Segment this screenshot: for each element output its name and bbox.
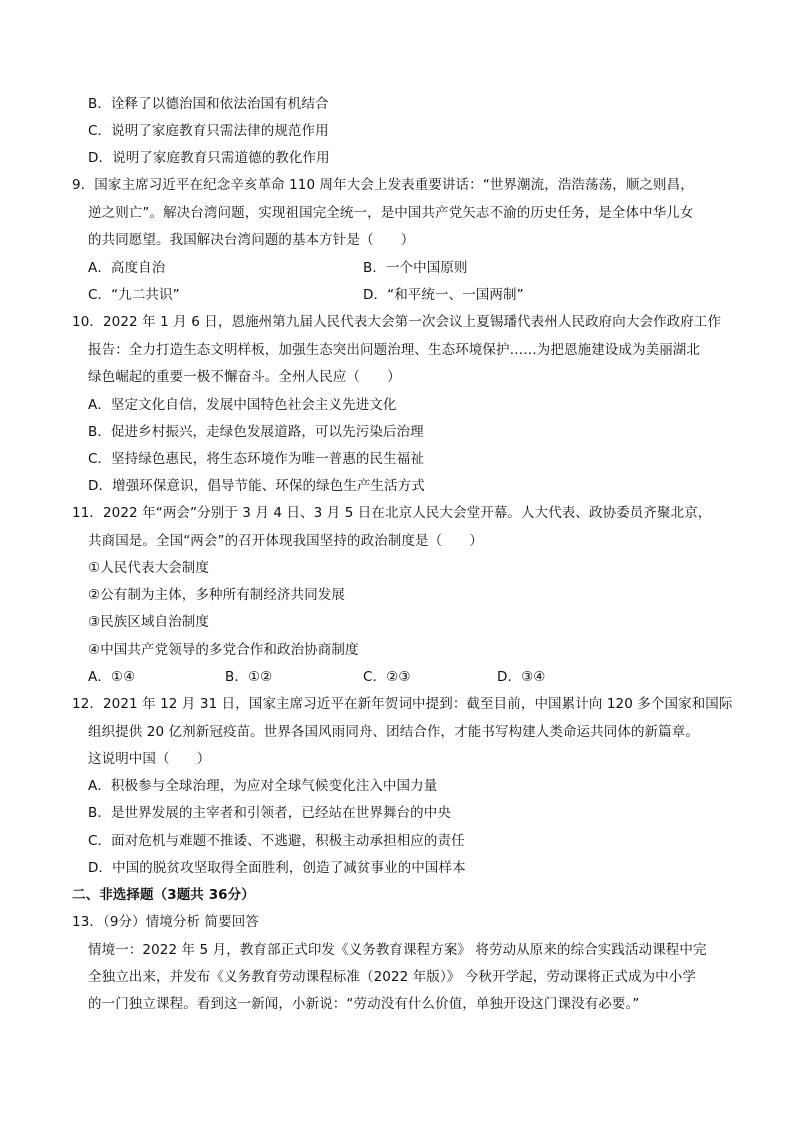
q10-stem-line1: 10．2022 年 1 月 6 日，恩施州第九届人民代表大会第一次会议上夏锡璠代表州人民政府向大会作政府工作	[72, 314, 722, 330]
q12-option-a: A．积极参与全球治理，为应对全球气候变化注入中国力量	[88, 778, 438, 794]
q10-option-b: B．促进乡村振兴，走绿色发展道路，可以先污染后治理	[88, 424, 424, 440]
q9-stem-line2: 逆之则亡”。解决台湾问题，实现祖国完全统一，是中国共产党矢志不渝的历史任务，是全体中华儿女	[88, 205, 694, 221]
q11-item-2: ②公有制为主体，多种所有制经济共同发展	[88, 587, 346, 603]
q13-context-line2: 全独立出来，并发布《义务教育劳动课程标准（2022 年版）》 今秋开学起，劳动课将正式成为中小学	[88, 969, 696, 985]
q9-option-c: C．“九二共识”	[88, 287, 180, 303]
q9-option-b: B．一个中国原则	[363, 260, 468, 276]
q11-stem-line2: 共商国是。全国“两会”的召开体现我国坚持的政治制度是（ ）	[88, 533, 483, 549]
q10-stem-line2: 报告：全力打造生态文明样板，加强生态突出问题治理、生态环境保护……为把恩施建设成为美丽湖北	[88, 342, 700, 358]
q11-option-d: D．③④	[497, 669, 546, 685]
q12-stem-line3: 这说明中国（ ）	[88, 751, 211, 767]
section-title-non-choice: 二、非选择题（3题共 36分）	[72, 887, 255, 903]
q12-option-b: B．是世界发展的主宰者和引领者，已经站在世界舞台的中央	[88, 805, 451, 821]
q8-option-c: C．说明了家庭教育只需法律的规范作用	[88, 123, 329, 139]
q10-option-a: A．坚定文化自信，发展中国特色社会主义先进文化	[88, 397, 397, 413]
q12-option-d: D．中国的脱贫攻坚取得全面胜利，创造了减贫事业的中国样本	[88, 860, 466, 876]
q11-option-b: B．①②	[225, 669, 273, 685]
q12-option-c: C．面对危机与难题不推诿、不逃避，积极主动承担相应的责任	[88, 833, 465, 849]
q9-option-d: D．“和平统一、一国两制”	[363, 287, 524, 303]
q13-context-line1: 情境一：2022 年 5 月，教育部正式印发《义务教育课程方案》 将劳动从原来的综合实践活动课程中完	[88, 942, 707, 958]
q9-option-a: A．高度自治	[88, 260, 166, 276]
q11-stem-line1: 11．2022 年“两会”分别于 3 月 4 日、3 月 5 日在北京人民大会堂开幕。人大代表、政协委员齐聚北京，	[72, 505, 712, 521]
q9-stem-line1: 9．国家主席习近平在纪念辛亥革命 110 周年大会上发表重要讲话：“世界潮流，浩浩荡荡，顺之则昌，	[72, 177, 694, 193]
q11-option-c: C．②③	[363, 669, 411, 685]
q10-option-d: D．增强环保意识，倡导节能、环保的绿色生产生活方式	[88, 478, 425, 494]
q11-item-4: ④中国共产党领导的多党合作和政治协商制度	[88, 642, 359, 658]
q11-option-a: A．①④	[88, 669, 136, 685]
q8-option-d: D．说明了家庭教育只需道德的教化作用	[88, 150, 330, 166]
q12-stem-line2: 组织提供 20 亿剂新冠疫苗。世界各国风雨同舟、团结合作，才能书写构建人类命运共同体的新篇章。	[88, 724, 699, 740]
q12-stem-line1: 12．2021 年 12 月 31 日，国家主席习近平在新年贺词中提到：截至目前，中国累计向 120 多个国家和国际	[72, 696, 733, 712]
q10-option-c: C．坚持绿色惠民，将生态环境作为唯一普惠的民生福祉	[88, 451, 424, 467]
q10-stem-line3: 绿色崛起的重要一极不懈奋斗。全州人民应（ ）	[88, 369, 401, 385]
q9-stem-line3: 的共同愿望。我国解决台湾问题的基本方针是（ ）	[88, 232, 415, 248]
q11-item-3: ③民族区域自治制度	[88, 614, 210, 630]
q13-stem: 13．（9分）情境分析 简要回答	[72, 914, 259, 930]
q8-option-b: B．诠释了以德治国和依法治国有机结合	[88, 96, 329, 112]
q13-context-line3: 的一门独立课程。看到这一新闻，小新说：“劳动没有什么价值，单独开设这门课没有必要。”	[88, 996, 640, 1012]
q11-item-1: ①人民代表大会制度	[88, 560, 210, 576]
